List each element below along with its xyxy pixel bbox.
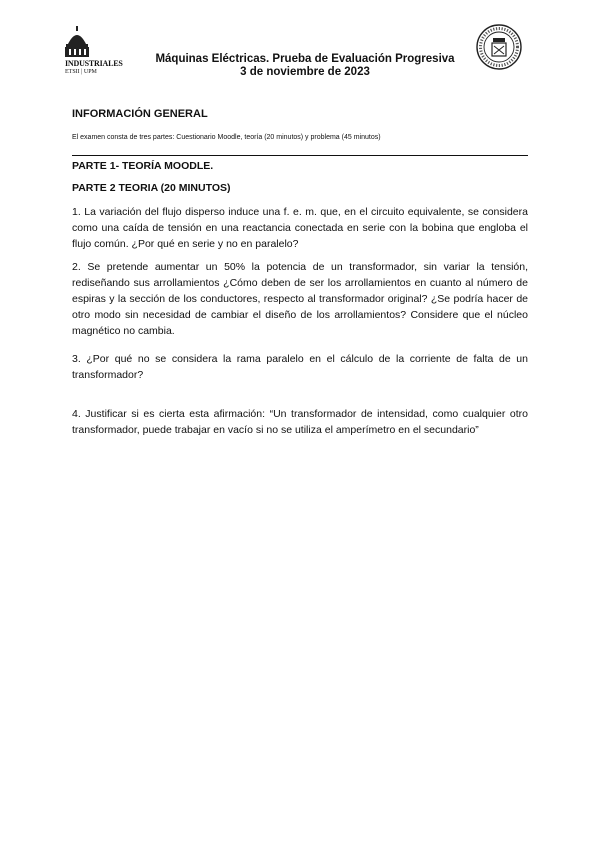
university-seal	[476, 24, 522, 70]
question-4: 4. Justificar si es cierta esta afirmación: “Un transformador de intensidad, como cualquier otro transformador, puede trabajar en vacío si no se utiliza el amperímetro en el secundario”	[72, 408, 528, 436]
question-2: 2. Se pretende aumentar un 50% la potencia de un transformador, sin variar la tensión, rediseñando sus arrollamientos ¿Cómo deben de ser los arrollamientos en cuanto al número de espiras y la sección de los conductores, respecto al transformador original? ¿Se podría hacer de otro modo sin necesidad de cambiar el diseño de los arrollamientos? Considere que el núcleo magnético no cambia.	[72, 261, 528, 337]
exam-title: Máquinas Eléctricas. Prueba de Evaluación Progresiva	[155, 53, 455, 65]
part-1-heading: PARTE 1- TEORÍA MOODLE.	[72, 160, 214, 172]
logo-subtext: ETSII | UPM	[65, 69, 97, 75]
seal-icon	[476, 24, 522, 70]
industriales-logo	[62, 24, 123, 82]
question-3: 3. ¿Por qué no se considera la rama paralelo en el cálculo de la corriente de falta de un transformador?	[72, 353, 528, 381]
exam-date: 3 de noviembre de 2023	[240, 66, 370, 78]
logo-text: INDUSTRIALES	[65, 59, 123, 68]
dome-building-icon	[62, 24, 118, 60]
general-info-heading: INFORMACIÓN GENERAL	[72, 108, 208, 120]
horizontal-divider	[72, 155, 528, 156]
part-2-heading: PARTE 2 TEORIA (20 MINUTOS)	[72, 182, 231, 194]
document-header	[130, 53, 480, 79]
question-1: 1. La variación del flujo disperso induce una f. e. m. que, en el circuito equivalente, se considera como una caída de tensión en una reactancia conectada en serie con la bobina que engloba el flujo común. ¿Por qué en serie y no en paralelo?	[72, 206, 528, 250]
general-info-text: El examen consta de tres partes: Cuestionario Moodle, teoría (20 minutos) y problema (45 minutos)	[72, 134, 381, 141]
